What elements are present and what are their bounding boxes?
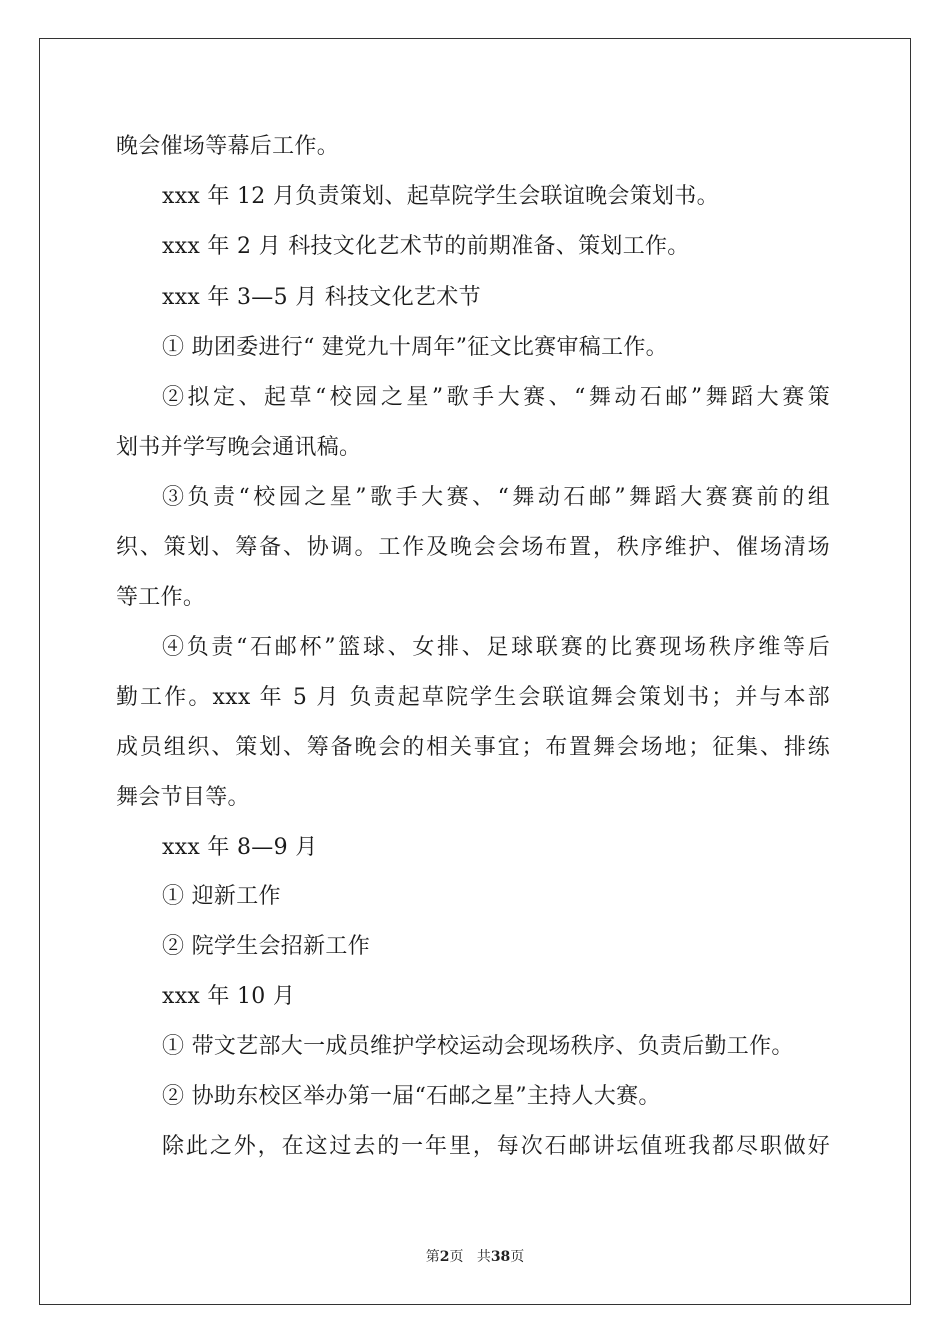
- text-line: xxx 年 10 月: [162, 984, 296, 1009]
- text-line: xxx 年 3—5 月 科技文化艺术节: [162, 285, 481, 310]
- text-line: ② 协助东校区举办第一届“石邮之星”主持人大赛。: [162, 1084, 661, 1109]
- footer-total-unit: 页: [510, 1249, 525, 1265]
- text-line: 织、策划、筹备、协调。工作及晚会会场布置，秩序维护、催场清场: [116, 535, 830, 560]
- text-line: ① 带文艺部大一成员维护学校运动会现场秩序、负责后勤工作。: [162, 1034, 794, 1059]
- text-line: 舞会节目等。: [116, 785, 250, 810]
- text-line: ① 迎新工作: [162, 884, 281, 909]
- text-line: 除此之外，在这过去的一年里，每次石邮讲坛值班我都尽职做好: [162, 1134, 830, 1159]
- footer-total-prefix: 共: [476, 1249, 491, 1265]
- text-line: 成员组织、策划、筹备晚会的相关事宜；布置舞会场地；征集、排练: [116, 735, 830, 760]
- text-line: 等工作。: [116, 585, 206, 610]
- text-line: ① 助团委进行“ 建党九十周年”征文比赛审稿工作。: [162, 335, 668, 360]
- page-border: [39, 38, 911, 1305]
- text-line: 晚会催场等幕后工作。: [116, 134, 340, 159]
- text-line: ③负责“校园之星”歌手大赛、“舞动石邮”舞蹈大赛赛前的组: [162, 485, 830, 510]
- footer-page-number: 2: [439, 1249, 450, 1265]
- text-line: xxx 年 2 月 科技文化艺术节的前期准备、策划工作。: [162, 234, 690, 259]
- text-line: ②拟定、起草“校园之星”歌手大赛、“舞动石邮”舞蹈大赛策: [162, 385, 830, 410]
- text-line: ② 院学生会招新工作: [162, 934, 370, 959]
- text-line: 划书并学写晚会通讯稿。: [116, 435, 362, 460]
- text-line: ④负责“石邮杯”篮球、女排、足球联赛的比赛现场秩序维等后: [162, 635, 830, 660]
- page-footer: [0, 1246, 950, 1266]
- footer-page-prefix: 第: [425, 1249, 440, 1265]
- footer-page-unit: 页: [449, 1249, 464, 1265]
- text-line: xxx 年 8—9 月: [162, 835, 318, 860]
- footer-total-pages: 38: [490, 1249, 511, 1265]
- text-line: 勤工作。xxx 年 5 月 负责起草院学生会联谊舞会策划书；并与本部: [116, 685, 830, 710]
- text-line: xxx 年 12 月负责策划、起草院学生会联谊晚会策划书。: [162, 184, 719, 209]
